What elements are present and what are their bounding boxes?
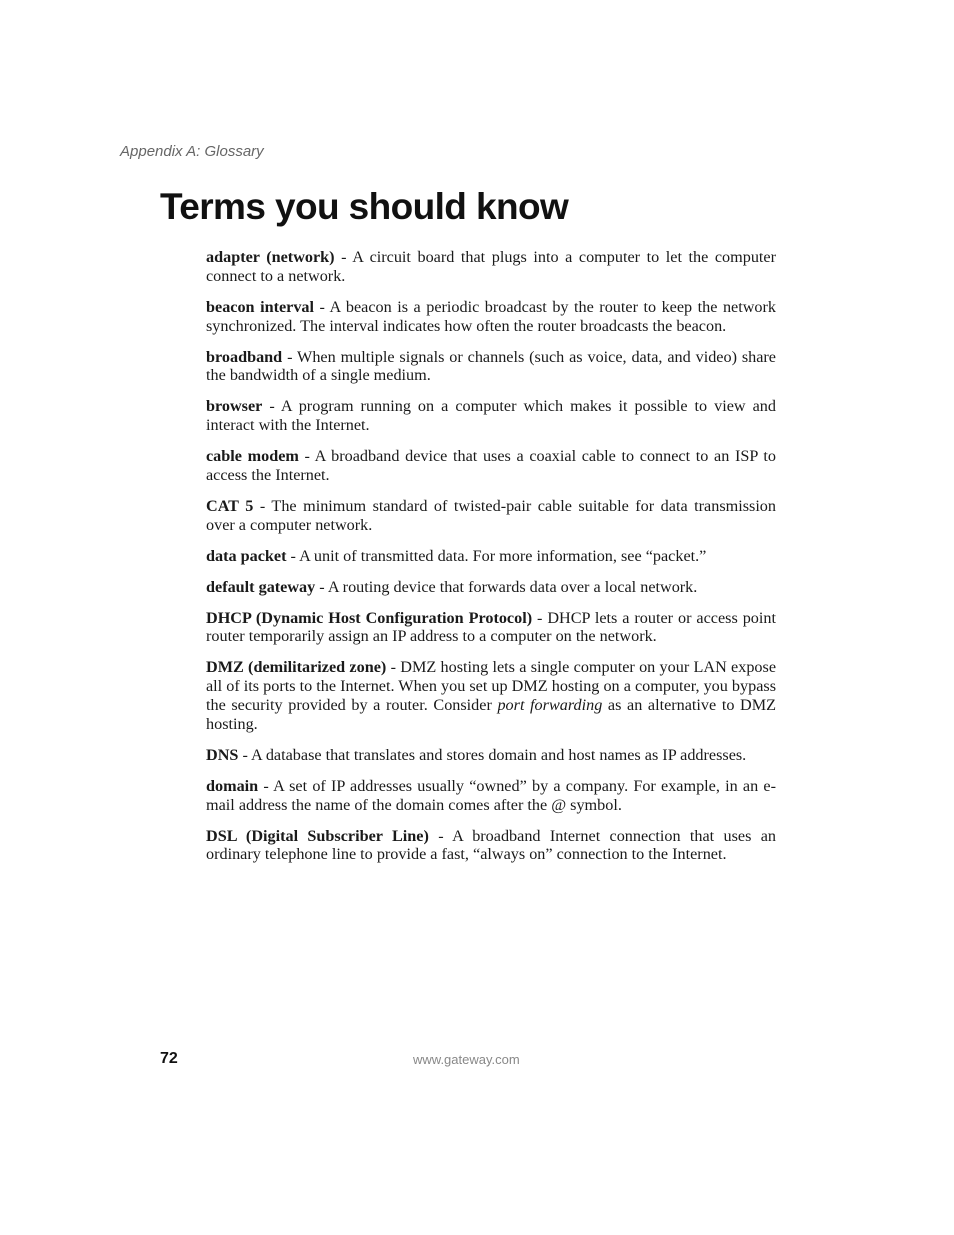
glossary-definition: - DHCP lets a router or access point router temporarily assign an IP address to a computer on the network. [206,608,776,646]
glossary-definition: - A unit of transmitted data. For more information, see “packet.” [286,546,707,565]
glossary-entry-dns [206,746,776,765]
glossary-entry-dsl [206,827,776,865]
glossary-entry-default-gateway [206,578,776,597]
glossary-entry-broadband [206,348,776,386]
glossary-term: DNS [206,745,239,764]
glossary-definition: - A circuit board that plugs into a computer to let the computer connect to a network. [206,248,776,285]
glossary-definition: - A set of IP addresses usually “owned” by a company. For example, in an e-mail address the name of the domain comes after the @ symbol. [206,776,776,814]
glossary-definition: - A routing device that forwards data over a local network. [315,577,698,596]
glossary-term: beacon interval [206,297,315,316]
glossary-term: broadband [206,347,283,366]
glossary-definition: - When multiple signals or channels (such as voice, data, and video) share the bandwidth of a single medium. [206,347,776,385]
glossary-entry-cat5 [206,497,776,535]
glossary-entry-adapter [206,248,776,286]
glossary-definition: - A broadband device that uses a coaxial cable to connect to an ISP to access the Internet. [206,447,776,484]
glossary-entry-data-packet [206,547,776,566]
glossary-definition: - A beacon is a periodic broadcast by the router to keep the network synchronized. The interval indicates how often the router broadcasts the beacon. [206,297,776,335]
glossary-definition: - A broadband Internet connection that uses an ordinary telephone line to provide a fast, “always on” connection to the Internet. [206,826,776,864]
page-number: 72 [160,1050,178,1067]
footer-url: www.gateway.com [413,1052,520,1067]
glossary-term: DHCP (Dynamic Host Configuration Protocol) [206,608,533,627]
glossary-term: DSL (Digital Subscriber Line) [206,826,429,845]
glossary-definition: - DMZ hosting lets a single computer on your LAN expose all of its ports to the Internet. When you set up DMZ hosting on a computer, you bypass the security provided by a router. Consider [206,658,776,715]
glossary-definition: - A program running on a computer which makes it possible to view and interact with the Internet. [206,397,776,435]
glossary-term: default gateway [206,577,316,596]
running-header: Appendix A: Glossary [120,143,264,160]
glossary-entry-beacon-interval [206,298,776,336]
glossary-term: CAT 5 [206,496,254,515]
glossary-term: DMZ (demilitarized zone) [206,658,387,677]
glossary-list [206,248,776,876]
page-title: Terms you should know [160,186,569,227]
glossary-definition: - The minimum standard of twisted-pair cable suitable for data transmission over a computer network. [206,496,776,534]
glossary-term: data packet [206,546,287,565]
glossary-entry-dmz [206,658,776,733]
glossary-entry-dhcp [206,609,776,647]
glossary-term: adapter (network) [206,248,335,266]
glossary-term: domain [206,776,259,795]
glossary-entry-browser [206,397,776,435]
glossary-emphasis: port forwarding [497,696,603,715]
glossary-term: cable modem [206,447,299,466]
glossary-term: browser [206,397,263,416]
glossary-definition: - A database that translates and stores domain and host names as IP addresses. [238,745,747,764]
glossary-definition-continued: as an alternative to DMZ hosting. [206,696,776,733]
glossary-entry-cable-modem [206,447,776,485]
glossary-entry-domain [206,777,776,815]
